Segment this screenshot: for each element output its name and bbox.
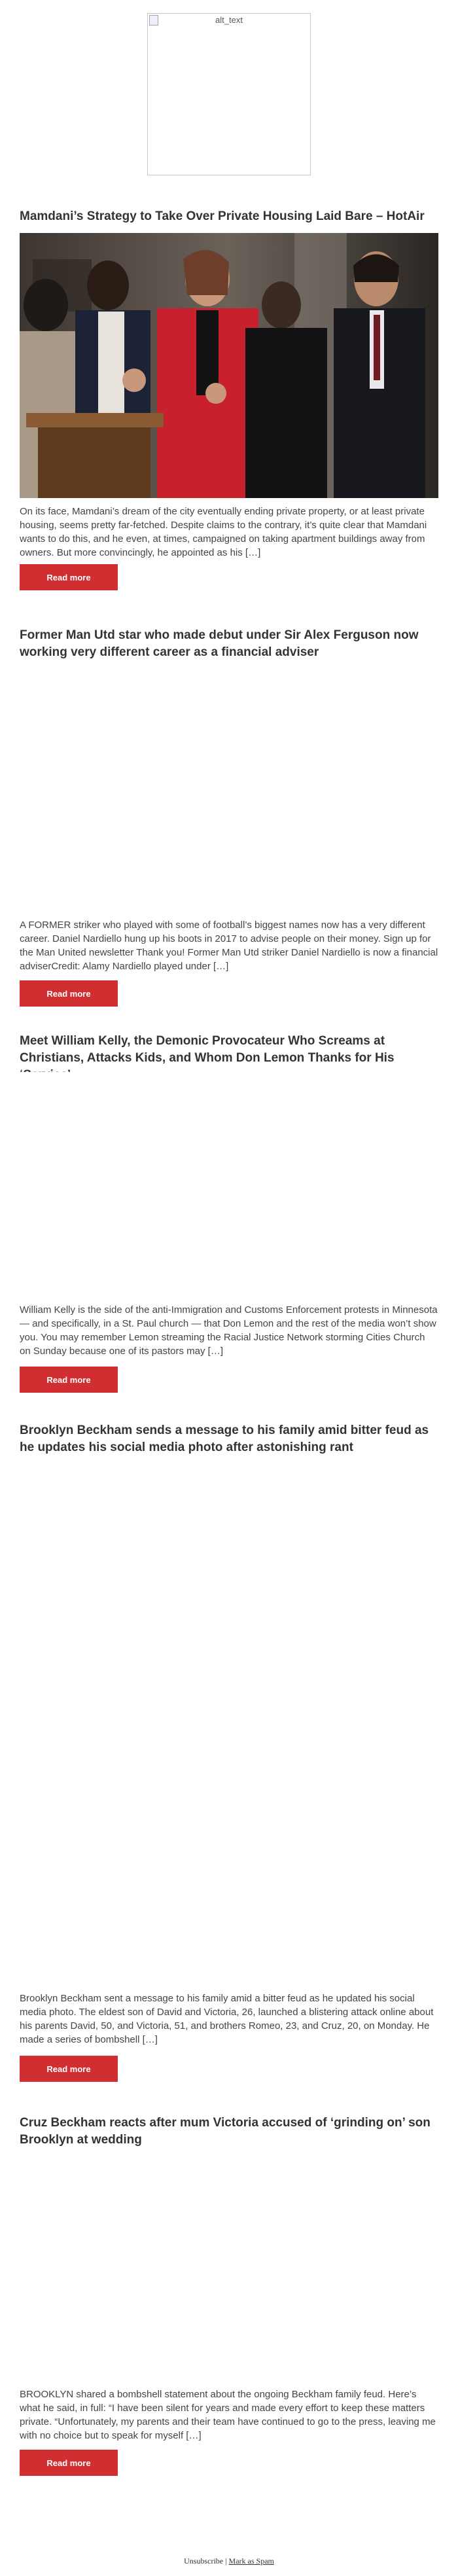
press-conference-photo (20, 233, 438, 498)
unsubscribe-text[interactable]: Unsubscribe (184, 2556, 224, 2566)
article-summary: Brooklyn Beckham sent a message to his family amid a bitter feud as he updated his social media photo. The eldest son of David and Victoria, 26, launched a blistering attack online about his parents David, 50, and Victoria, 51, and brothers Romeo, 23, and Cruz, 20, on Monday. He made a series of bombshell […] (20, 1993, 434, 2045)
article-title[interactable]: Mamdani’s Strategy to Take Over Private Housing Laid Bare – HotAir (20, 209, 425, 223)
article-image-placeholder[interactable] (20, 1461, 438, 1985)
read-more-button[interactable]: Read more (20, 1367, 118, 1393)
article-title[interactable]: Cruz Beckham reacts after mum Victoria accused of ‘grinding on’ son Brooklyn at wedding (20, 2116, 431, 2147)
article-image-placeholder[interactable] (20, 1072, 438, 1301)
article-image-placeholder[interactable] (20, 666, 438, 915)
article-card (20, 2115, 438, 2468)
article-summary: A FORMER striker who played with some of football’s biggest names now has a very different career. Daniel Nardiello hung up his boots in 2017 to advise people on their money. Sign up for the Man United newsletter Thank you! Former Man Utd striker Daniel Nardiello is now a financial adviserCredit: Alamy Nardiello played under […] (20, 920, 438, 972)
article-summary: BROOKLYN shared a bombshell statement about the ongoing Beckham family feud. Here’s what he said, in full: “I have been silent for years and made every effort to keep these matters private. “Unfortunately, my parents and their team have continued to go to the press, leaving me with no choice but to speak for myself […] (20, 2389, 436, 2441)
article-title[interactable]: Former Man Utd star who made debut under Sir Alex Ferguson now working very different career as a financial adviser (20, 628, 419, 659)
mark-as-spam-link[interactable]: Mark as Spam (228, 2556, 274, 2566)
read-more-button[interactable]: Read more (20, 2450, 118, 2476)
article-summary: On its face, Mamdani’s dream of the city eventually ending private property, or at least private housing, seems pretty far-fetched. Despite claims to the contrary, it’s quite clear that Mamdani wants to do this, and he even, at times, campaigned on taking apartment buildings away from owners. But more convincingly, he appointed as his […] (20, 506, 427, 558)
article-image[interactable] (20, 233, 438, 498)
article-title[interactable]: Brooklyn Beckham sends a message to his family amid bitter feud as he updates his social media photo after astonishing rant (20, 1423, 429, 1454)
logo-alt-text: alt_text (215, 15, 243, 25)
article-image-placeholder[interactable] (20, 2154, 438, 2383)
header-logo-image (147, 13, 311, 175)
article-title[interactable]: Meet William Kelly, the Demonic Provocateur Who Screams at Christians, Attacks Kids, and Whom Don Lemon Thanks for His (20, 1034, 395, 1065)
read-more-button[interactable]: Read more (20, 2056, 118, 2082)
read-more-button[interactable]: Read more (20, 564, 118, 590)
article-card (20, 208, 438, 582)
article-card (20, 627, 438, 999)
article-card (20, 1422, 438, 2074)
read-more-button[interactable]: Read more (20, 980, 118, 1007)
article-summary: William Kelly is the side of the anti-Immigration and Customs Enforcement protests in Minnesota — and specifically, in a St. Paul church — that Don Lemon and the rest of the media won’t show you. You may remember Lemon streaming the Racial Justice Network storming Cities Church on Sunday because one of its pastors may […] (20, 1304, 438, 1357)
article-card (20, 1033, 438, 1385)
footer-separator: | (225, 2556, 227, 2566)
email-footer (0, 2556, 458, 2566)
